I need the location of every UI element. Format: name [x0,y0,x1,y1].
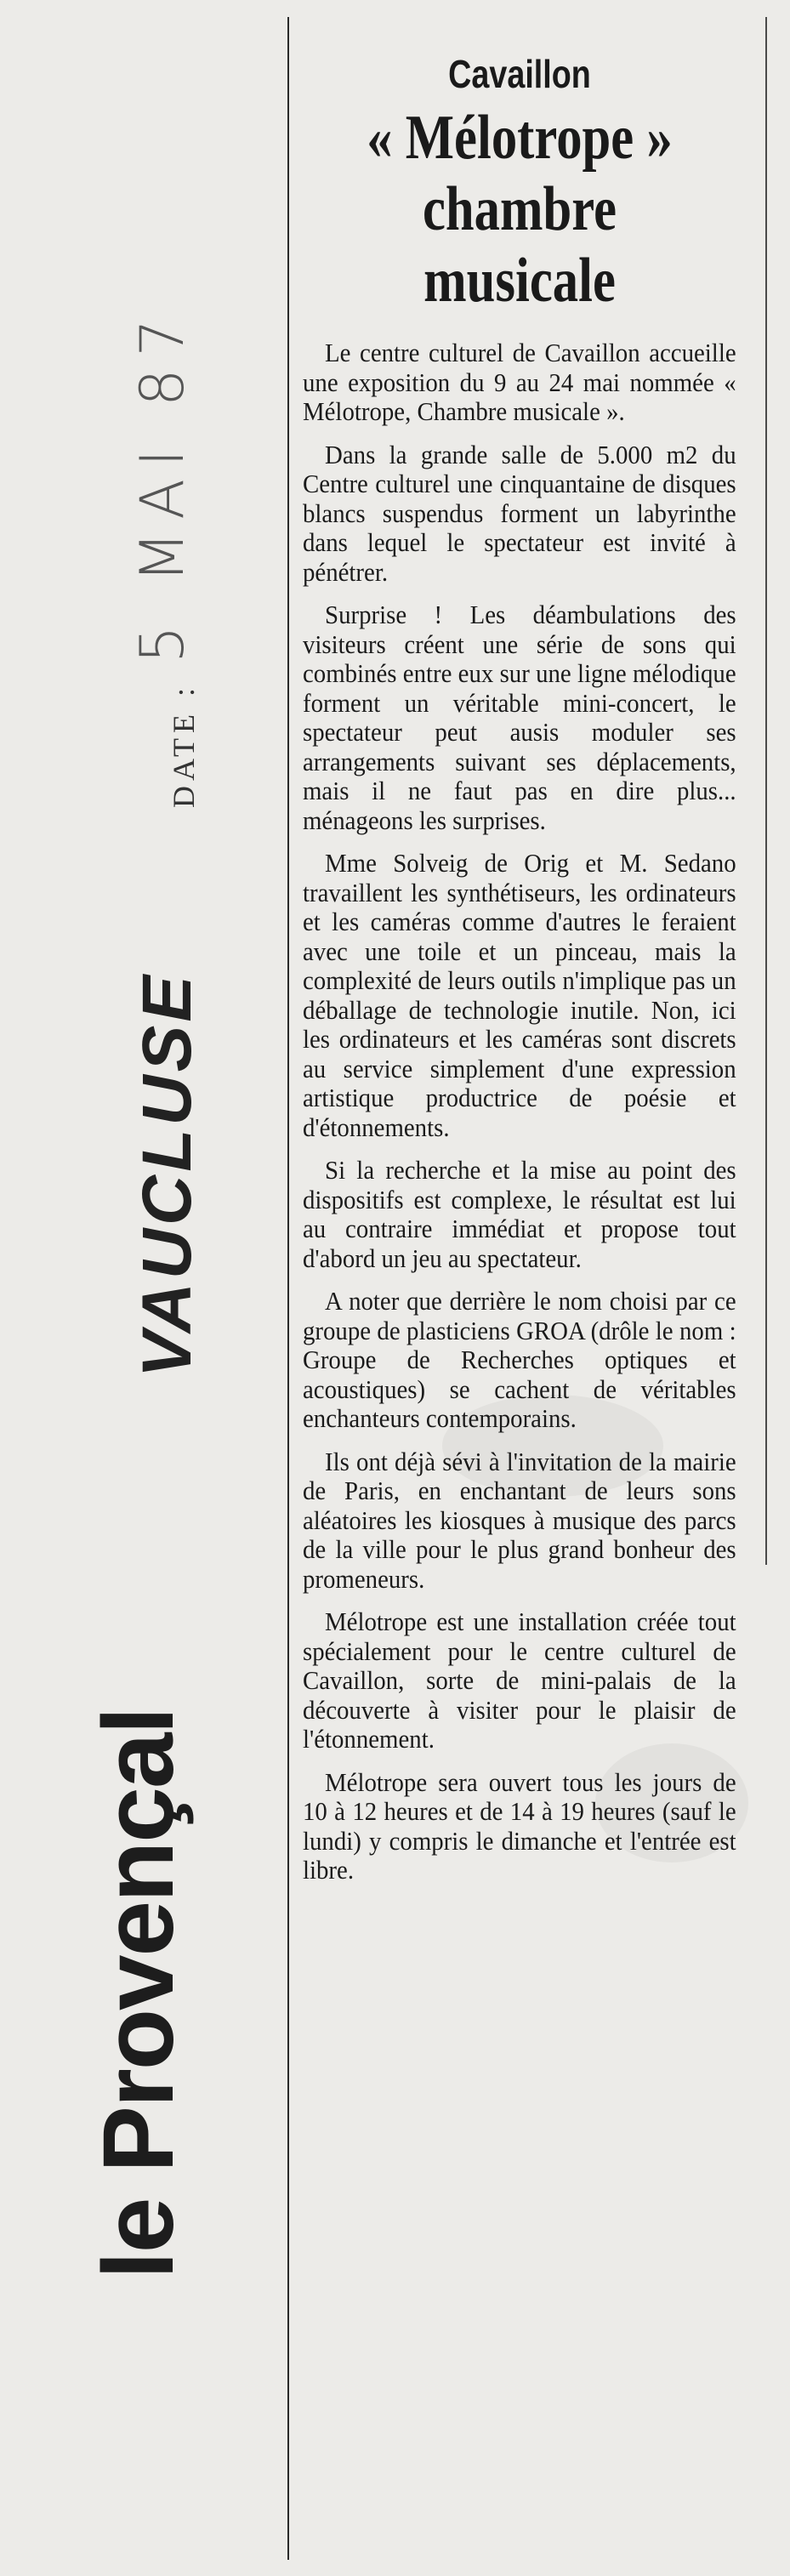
clipping-margin [0,0,289,2576]
article-paragraph: Dans la grande salle de 5.000 m2 du Centre culturel une cinquantaine de disques blancs suspendus forment un labyrinthe dans lequel le spectateur est invité à pénétrer. [303,439,736,587]
column-rule-left [287,17,289,2560]
column-rule-right [765,17,767,1565]
article-paragraph: Le centre culturel de Cavaillon accueille une exposition du 9 au 24 mai nommée « Mélotrope, Chambre musicale ». [303,338,736,426]
article-paragraph: Si la recherche et la mise au point des dispositifs est complexe, le résultat est lui au contraire immédiat et propose tout d'abord un jeu au spectateur. [303,1155,736,1273]
article-paragraph: Mélotrope sera ouvert tous les jours de 10 à 12 heures et de 14 à 19 heures (sauf le lundi) y compris le dimanche et l'entrée est libre. [303,1766,736,1885]
article-paragraph: Ils ont déjà sévi à l'invitation de la mairie de Paris, en enchantant de leurs sons aléatoires les kiosques à musique des parcs de la ville pour le plus grand bonheur des promeneurs. [303,1446,736,1594]
article-paragraph: Mme Solveig de Orig et M. Sedano travaillent les synthétiseurs, les ordinateurs et les caméras comme d'autres le feraient avec une toile et un pinceau, mais la complexité de leurs outils n'implique pas un déballage de technologie inutile. Non, ici les ordinateurs et les caméras sont discrets au service simplement d'une expression artistique productrice de poésie et d'étonnements. [303,848,736,1142]
newspaper-logo: le Provençal [82,1708,195,2279]
article-paragraph: Mélotrope est une installation créée tout spécialement pour le centre culturel de Cavaillon, sorte de mini-palais de la découverte à visiter pour le plaisir de l'étonnement. [303,1606,736,1754]
headline-line-2: chambre musicale [422,174,617,316]
article-paragraph: A noter que derrière le nom choisi par ce groupe de plasticiens GROA (drôle le nom : Groupe de Recherches optiques et acoustiques) se cachent de véritables enchanteurs contemporains. [303,1286,736,1433]
article [303,34,736,1899]
stamp-region: VAUCLUSE [128,972,206,1378]
stamp-date-label: DATE : [167,683,201,808]
article-paragraph: Surprise ! Les déambulations des visiteurs créent une série de sons qui combinés entre eux sur une ligne mélodique forment un véritable mini-concert, le spectateur peut ausis moduler ses arrangements suivant ses déplacements, mais il ne faut pas en dire plus... ménageons les surprises. [303,600,736,835]
article-kicker: Cavaillon [448,52,591,96]
article-headline [342,102,697,316]
headline-line-1: « Mélotrope » [367,103,673,173]
stamp-date-value: 5 MAI 87 [128,306,197,663]
